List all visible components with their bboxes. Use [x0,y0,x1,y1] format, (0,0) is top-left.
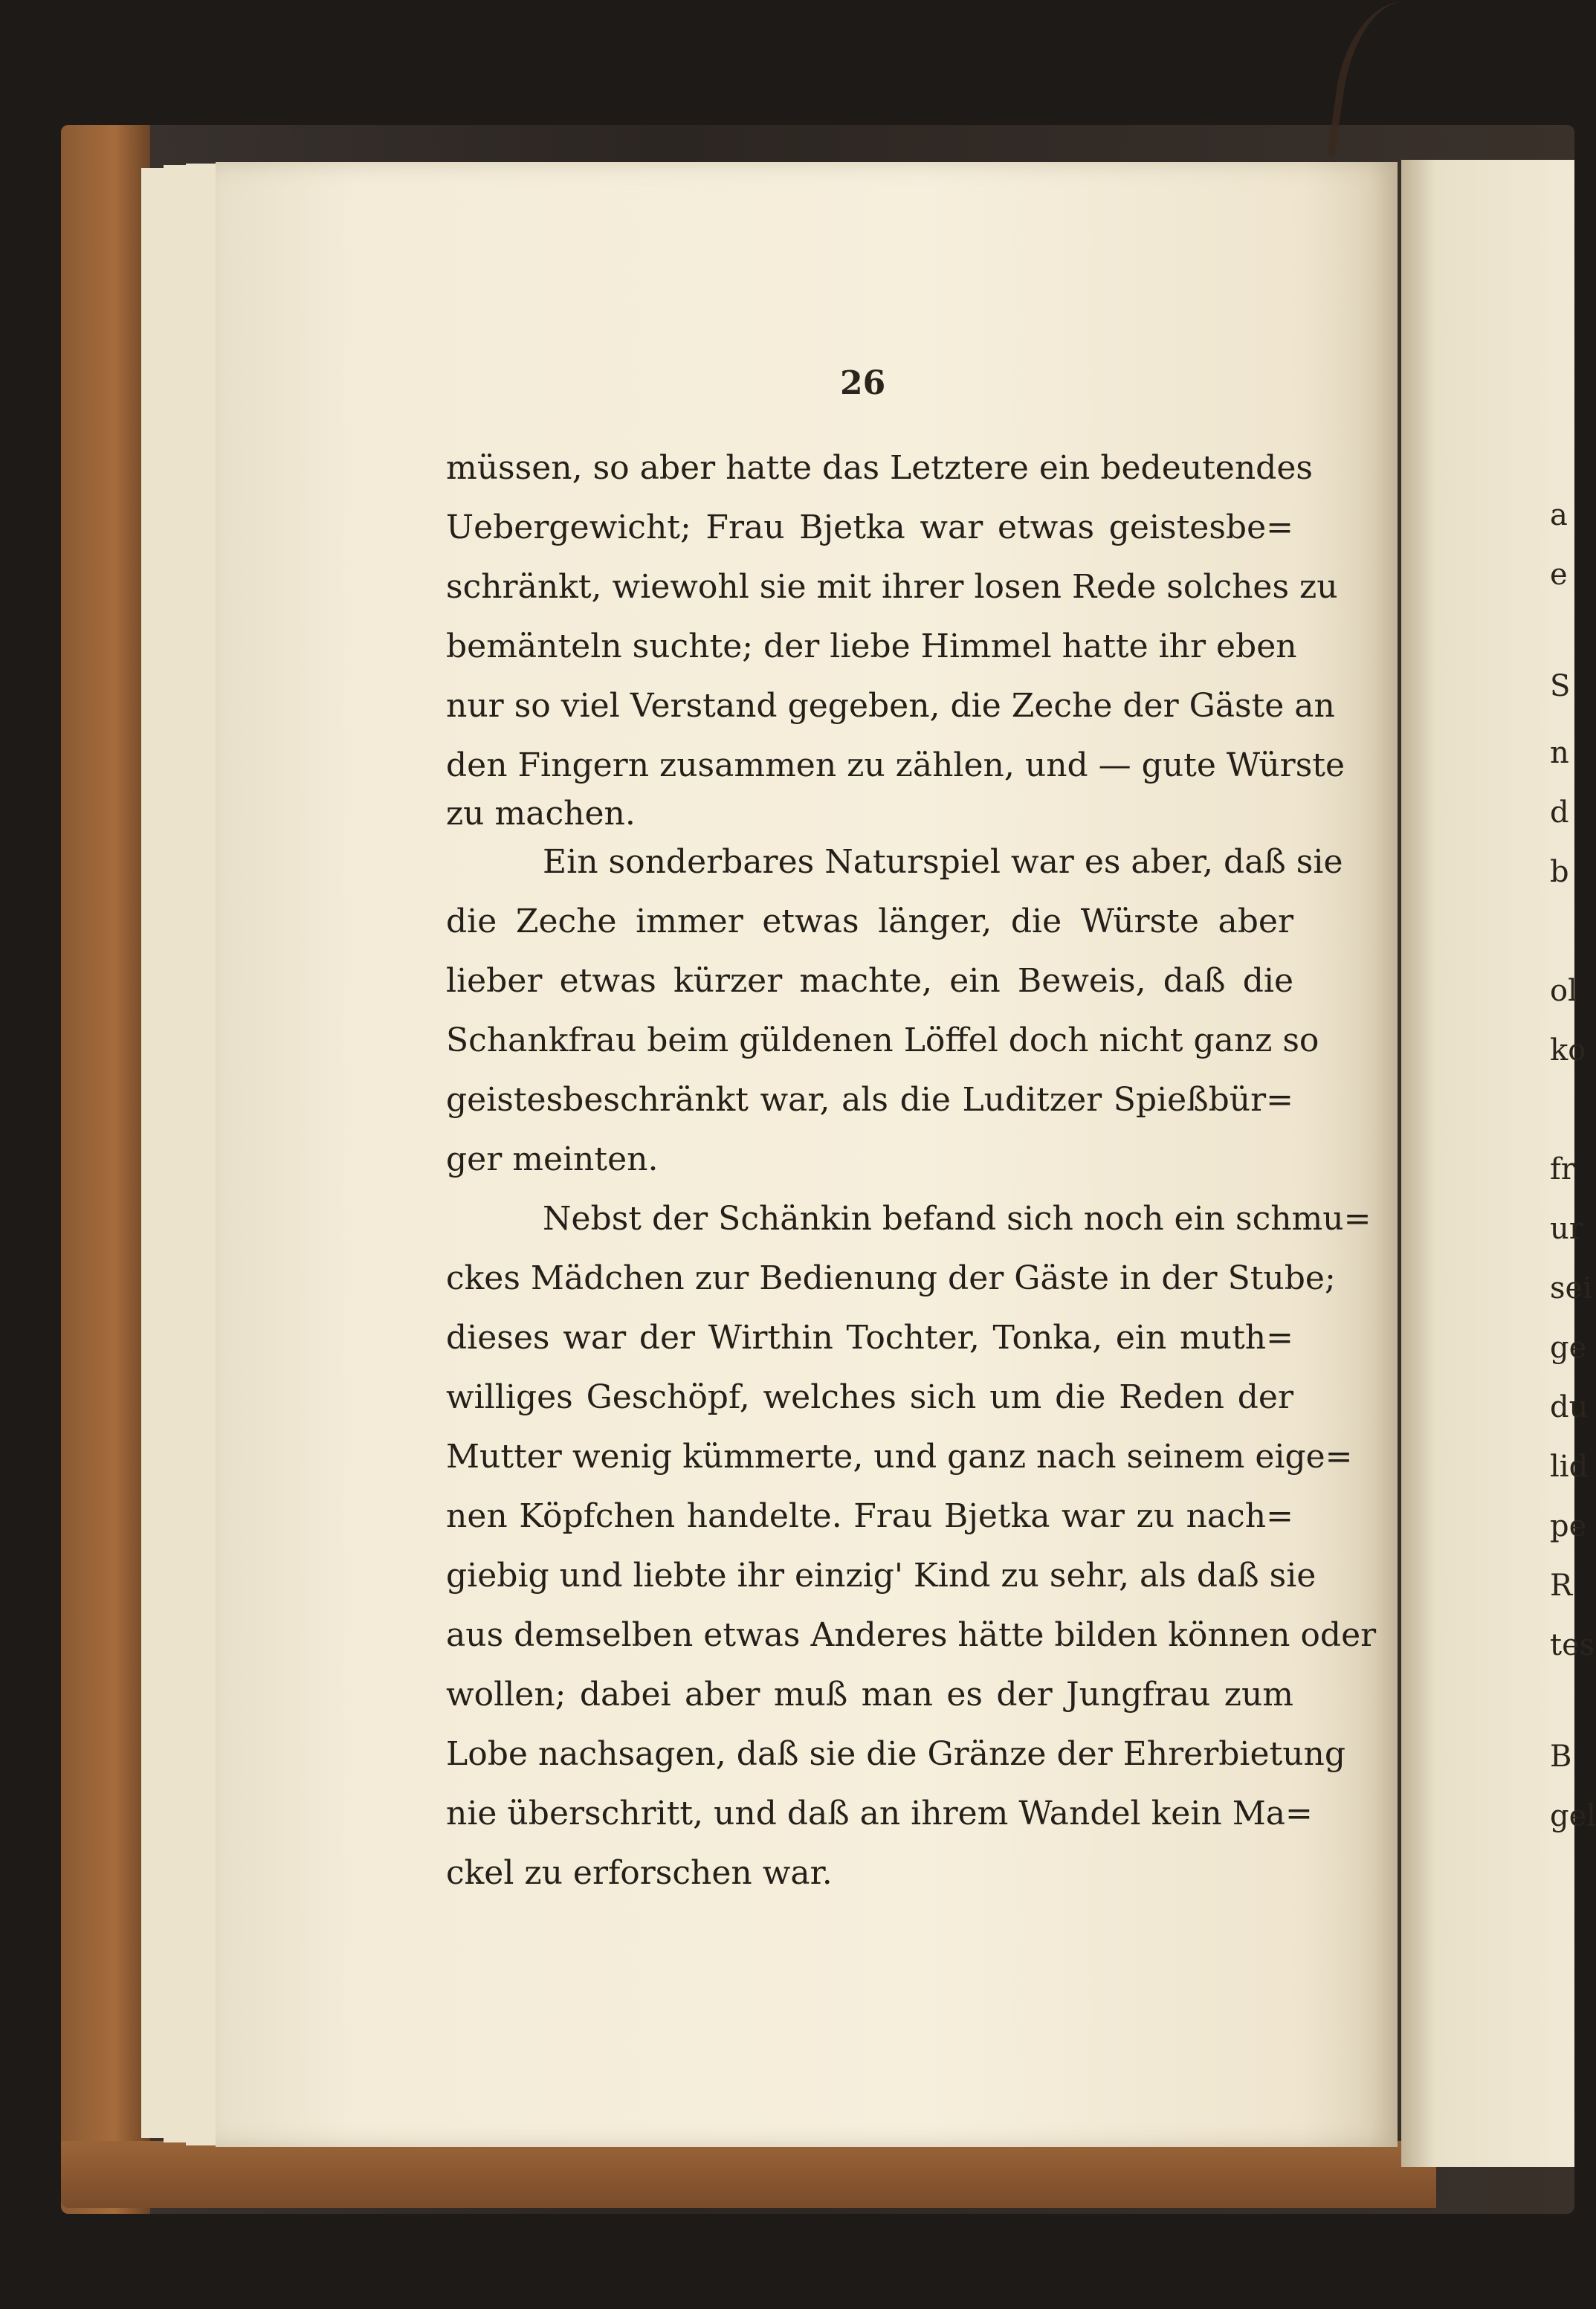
text-line: ckel zu erforschen war. [446,1854,833,1892]
facing-fragment: sei [1550,1271,1592,1305]
text-line: ger meinten. [446,1140,659,1178]
text-line: dieses war der Wirthin Tochter, Tonka, ein muth= [446,1319,1293,1357]
text-line: nie überschritt, und daß an ihrem Wandel kein Ma= [446,1795,1313,1832]
text-line: müssen, so aber hatte das Letztere ein bedeutendes [446,449,1313,487]
text-line: den Fingern zusammen zu zählen, und — gute Würste [446,746,1345,784]
text-line: giebig und liebte ihr einzig' Kind zu sehr, als daß sie [446,1557,1316,1595]
facing-fragment: lid [1550,1450,1589,1484]
cover-bottom-edge [61,2141,1436,2208]
cover-spine-edge [61,125,150,2214]
facing-fragment: tes [1550,1628,1595,1662]
text-line: wollen; dabei aber muß man es der Jungfrau zum [446,1676,1293,1714]
text-line: Lobe nachsagen, daß sie die Gränze der Ehrerbietung [446,1735,1346,1773]
text-line: zu machen. [446,795,636,833]
right-page [1401,160,1574,2167]
text-line: lieber etwas kürzer machte, ein Beweis, daß die [446,962,1293,1000]
text-line: Nebst der Schänkin befand sich noch ein schmu= [543,1200,1372,1238]
facing-fragment: ur [1550,1212,1583,1246]
facing-fragment: ko [1550,1033,1586,1068]
facing-fragment: pe [1550,1509,1587,1543]
facing-fragment: du [1550,1390,1589,1424]
text-line: bemänteln suchte; der liebe Himmel hatte ihr eben [446,627,1297,665]
page-number: 26 [840,364,886,402]
facing-fragment: e [1550,558,1568,592]
facing-fragment: a [1550,498,1568,532]
text-line: nen Köpfchen handelte. Frau Bjetka war zu nach= [446,1497,1293,1535]
facing-fragment: fr [1550,1152,1575,1186]
text-line: geistesbeschränkt war, als die Luditzer Spießbür= [446,1081,1293,1119]
text-line: ckes Mädchen zur Bedienung der Gäste in der Stube; [446,1259,1336,1297]
page-edge [186,164,219,2145]
text-line: Mutter wenig kümmerte, und ganz nach seinem eige= [446,1438,1353,1476]
text-line: aus demselben etwas Anderes hätte bilden können oder [446,1616,1377,1654]
text-line: schränkt, wiewohl sie mit ihrer losen Rede solches zu [446,568,1338,606]
facing-fragment: gel [1550,1799,1596,1833]
text-line: die Zeche immer etwas länger, die Würste aber [446,902,1293,940]
facing-fragment: ol [1550,974,1577,1008]
facing-fragment: R [1550,1569,1573,1603]
facing-fragment: S [1550,669,1571,703]
facing-fragment: b [1550,855,1569,889]
facing-fragment: B [1550,1740,1572,1774]
facing-fragment: ge [1550,1331,1587,1365]
text-line: nur so viel Verstand gegeben, die Zeche der Gäste an [446,687,1335,725]
text-line: Ein sonderbares Naturspiel war es aber, daß sie [543,843,1343,881]
text-line: Schankfrau beim güldenen Löffel doch nicht ganz so [446,1021,1319,1059]
text-line: williges Geschöpf, welches sich um die Reden der [446,1378,1293,1416]
facing-fragment: d [1550,795,1569,830]
text-line: Uebergewicht; Frau Bjetka war etwas geistesbe= [446,508,1293,546]
facing-fragment: n [1550,736,1569,770]
